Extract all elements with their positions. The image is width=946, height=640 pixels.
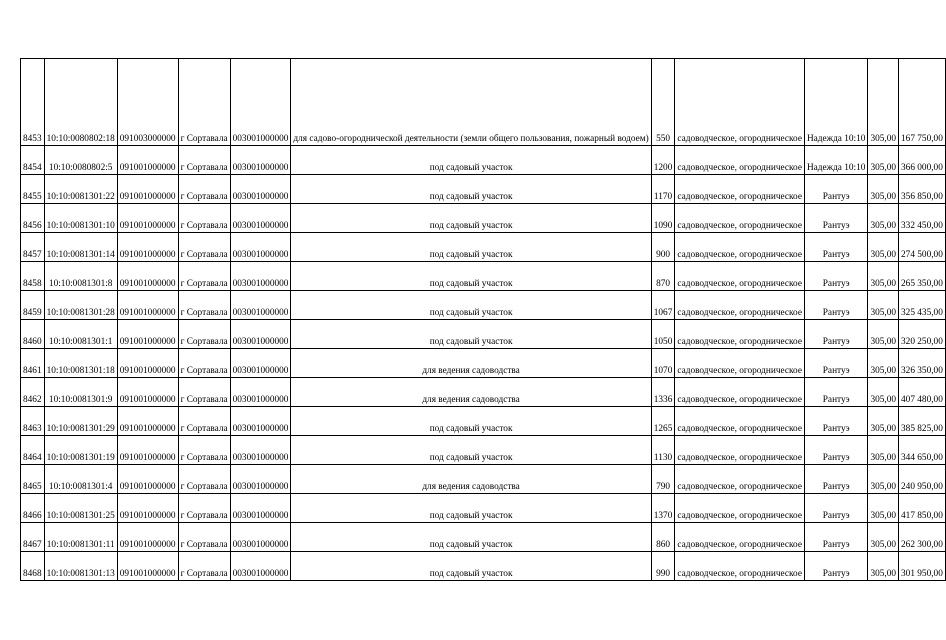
land-category-cell: садоводческое, огородническое	[675, 204, 805, 233]
land-category-cell: садоводческое, огородническое	[675, 146, 805, 175]
cadastral-value-cell: 167 750,00	[899, 59, 946, 146]
okato-code-cell: 003001000000	[230, 523, 291, 552]
land-category-cell: садоводческое, огородническое	[675, 436, 805, 465]
cadastral-value-cell: 265 350,00	[899, 262, 946, 291]
land-category-cell: садоводческое, огородническое	[675, 262, 805, 291]
specific-value-cell: 305,00	[868, 146, 899, 175]
land-category-cell: садоводческое, огородническое	[675, 175, 805, 204]
land-category-cell: садоводческое, огородническое	[675, 59, 805, 146]
cadastral-value-cell: 274 500,00	[899, 233, 946, 262]
row-number-cell: 8459	[21, 291, 45, 320]
partnership-cell: Рантуэ	[804, 320, 867, 349]
area-cell: 900	[651, 233, 675, 262]
row-number-cell: 8460	[21, 320, 45, 349]
cadastral-number-cell: 10:10:0081301:8	[44, 262, 117, 291]
oktmo-code-cell: 091001000000	[117, 436, 178, 465]
cadastral-number-cell: 10:10:0081301:9	[44, 378, 117, 407]
specific-value-cell: 305,00	[868, 523, 899, 552]
row-number-cell: 8466	[21, 494, 45, 523]
table-row	[21, 523, 946, 552]
table-row	[21, 233, 946, 262]
city-cell: г Сортавала	[178, 291, 230, 320]
specific-value-cell: 305,00	[868, 552, 899, 581]
partnership-cell: Рантуэ	[804, 262, 867, 291]
land-purpose-cell: под садовый участок	[291, 552, 651, 581]
specific-value-cell: 305,00	[868, 320, 899, 349]
area-cell: 1090	[651, 204, 675, 233]
cadastral-value-cell: 320 250,00	[899, 320, 946, 349]
row-number-cell: 8461	[21, 349, 45, 378]
land-category-cell: садоводческое, огородническое	[675, 494, 805, 523]
okato-code-cell: 003001000000	[230, 262, 291, 291]
row-number-cell: 8467	[21, 523, 45, 552]
cadastral-value-cell: 344 650,00	[899, 436, 946, 465]
city-cell: г Сортавала	[178, 146, 230, 175]
partnership-cell: Рантуэ	[804, 552, 867, 581]
land-category-cell: садоводческое, огородническое	[675, 523, 805, 552]
okato-code-cell: 003001000000	[230, 494, 291, 523]
row-number-cell: 8455	[21, 175, 45, 204]
table-row	[21, 291, 946, 320]
okato-code-cell: 003001000000	[230, 552, 291, 581]
city-cell: г Сортавала	[178, 523, 230, 552]
area-cell: 1070	[651, 349, 675, 378]
partnership-cell: Рантуэ	[804, 233, 867, 262]
area-cell: 1067	[651, 291, 675, 320]
partnership-cell: Рантуэ	[804, 175, 867, 204]
table-row	[21, 175, 946, 204]
row-number-cell: 8468	[21, 552, 45, 581]
land-purpose-cell: под садовый участок	[291, 262, 651, 291]
row-number-cell: 8454	[21, 146, 45, 175]
cadastral-number-cell: 10:10:0080802:5	[44, 146, 117, 175]
cadastral-number-cell: 10:10:0081301:10	[44, 204, 117, 233]
cadastral-value-table	[20, 58, 946, 581]
okato-code-cell: 003001000000	[230, 378, 291, 407]
cadastral-number-cell: 10:10:0081301:18	[44, 349, 117, 378]
partnership-cell: Рантуэ	[804, 204, 867, 233]
table-row	[21, 146, 946, 175]
row-number-cell: 8456	[21, 204, 45, 233]
cadastral-number-cell: 10:10:0081301:29	[44, 407, 117, 436]
specific-value-cell: 305,00	[868, 378, 899, 407]
cadastral-number-cell: 10:10:0081301:25	[44, 494, 117, 523]
okato-code-cell: 003001000000	[230, 407, 291, 436]
land-purpose-cell: под садовый участок	[291, 291, 651, 320]
row-number-cell: 8464	[21, 436, 45, 465]
table-row	[21, 465, 946, 494]
row-number-cell: 8463	[21, 407, 45, 436]
table-row	[21, 436, 946, 465]
oktmo-code-cell: 091001000000	[117, 262, 178, 291]
okato-code-cell: 003001000000	[230, 465, 291, 494]
oktmo-code-cell: 091001000000	[117, 523, 178, 552]
specific-value-cell: 305,00	[868, 175, 899, 204]
oktmo-code-cell: 091001000000	[117, 175, 178, 204]
land-purpose-cell: под садовый участок	[291, 204, 651, 233]
table-row	[21, 59, 946, 146]
partnership-cell: Рантуэ	[804, 378, 867, 407]
cadastral-number-cell: 10:10:0081301:1	[44, 320, 117, 349]
land-purpose-cell: под садовый участок	[291, 523, 651, 552]
oktmo-code-cell: 091001000000	[117, 465, 178, 494]
cadastral-value-cell: 325 435,00	[899, 291, 946, 320]
cadastral-number-cell: 10:10:0081301:19	[44, 436, 117, 465]
city-cell: г Сортавала	[178, 378, 230, 407]
partnership-cell: Рантуэ	[804, 523, 867, 552]
row-number-cell: 8465	[21, 465, 45, 494]
city-cell: г Сортавала	[178, 175, 230, 204]
city-cell: г Сортавала	[178, 204, 230, 233]
partnership-cell: Рантуэ	[804, 436, 867, 465]
specific-value-cell: 305,00	[868, 233, 899, 262]
land-purpose-cell: под садовый участок	[291, 320, 651, 349]
specific-value-cell: 305,00	[868, 262, 899, 291]
partnership-cell: Рантуэ	[804, 407, 867, 436]
table-body	[21, 59, 946, 581]
okato-code-cell: 003001000000	[230, 291, 291, 320]
land-purpose-cell: под садовый участок	[291, 233, 651, 262]
land-purpose-cell: под садовый участок	[291, 494, 651, 523]
city-cell: г Сортавала	[178, 233, 230, 262]
cadastral-value-cell: 262 300,00	[899, 523, 946, 552]
cadastral-value-cell: 301 950,00	[899, 552, 946, 581]
specific-value-cell: 305,00	[868, 436, 899, 465]
land-purpose-cell: под садовый участок	[291, 146, 651, 175]
land-category-cell: садоводческое, огородническое	[675, 291, 805, 320]
cadastral-number-cell: 10:10:0081301:4	[44, 465, 117, 494]
table-row	[21, 407, 946, 436]
row-number-cell: 8462	[21, 378, 45, 407]
land-purpose-cell: для ведения садоводства	[291, 378, 651, 407]
city-cell: г Сортавала	[178, 262, 230, 291]
cadastral-value-cell: 332 450,00	[899, 204, 946, 233]
city-cell: г Сортавала	[178, 407, 230, 436]
cadastral-number-cell: 10:10:0080802:18	[44, 59, 117, 146]
land-purpose-cell: для садово-огороднической деятельности (земли общего пользования, пожарный водоем)	[291, 59, 651, 146]
partnership-cell: Рантуэ	[804, 494, 867, 523]
cadastral-value-cell: 407 480,00	[899, 378, 946, 407]
row-number-cell: 8457	[21, 233, 45, 262]
partnership-cell: Рантуэ	[804, 291, 867, 320]
oktmo-code-cell: 091001000000	[117, 320, 178, 349]
specific-value-cell: 305,00	[868, 494, 899, 523]
oktmo-code-cell: 091001000000	[117, 494, 178, 523]
okato-code-cell: 003001000000	[230, 175, 291, 204]
area-cell: 870	[651, 262, 675, 291]
oktmo-code-cell: 091003000000	[117, 59, 178, 146]
partnership-cell: Надежда 10:10	[804, 146, 867, 175]
okato-code-cell: 003001000000	[230, 320, 291, 349]
specific-value-cell: 305,00	[868, 291, 899, 320]
partnership-cell: Рантуэ	[804, 349, 867, 378]
oktmo-code-cell: 091001000000	[117, 291, 178, 320]
area-cell: 1200	[651, 146, 675, 175]
land-category-cell: садоводческое, огородническое	[675, 320, 805, 349]
area-cell: 990	[651, 552, 675, 581]
table-row	[21, 262, 946, 291]
city-cell: г Сортавала	[178, 320, 230, 349]
row-number-cell: 8453	[21, 59, 45, 146]
area-cell: 1170	[651, 175, 675, 204]
specific-value-cell: 305,00	[868, 204, 899, 233]
cadastral-number-cell: 10:10:0081301:13	[44, 552, 117, 581]
cadastral-value-cell: 326 350,00	[899, 349, 946, 378]
city-cell: г Сортавала	[178, 494, 230, 523]
land-purpose-cell: для ведения садоводства	[291, 465, 651, 494]
area-cell: 790	[651, 465, 675, 494]
land-purpose-cell: для ведения садоводства	[291, 349, 651, 378]
city-cell: г Сортавала	[178, 552, 230, 581]
cadastral-number-cell: 10:10:0081301:14	[44, 233, 117, 262]
land-category-cell: садоводческое, огородническое	[675, 465, 805, 494]
land-purpose-cell: под садовый участок	[291, 175, 651, 204]
land-purpose-cell: под садовый участок	[291, 436, 651, 465]
partnership-cell: Рантуэ	[804, 465, 867, 494]
table-row	[21, 552, 946, 581]
area-cell: 860	[651, 523, 675, 552]
specific-value-cell: 305,00	[868, 59, 899, 146]
oktmo-code-cell: 091001000000	[117, 204, 178, 233]
okato-code-cell: 003001000000	[230, 59, 291, 146]
land-purpose-cell: под садовый участок	[291, 407, 651, 436]
land-category-cell: садоводческое, огородническое	[675, 407, 805, 436]
table-row	[21, 320, 946, 349]
okato-code-cell: 003001000000	[230, 233, 291, 262]
specific-value-cell: 305,00	[868, 465, 899, 494]
city-cell: г Сортавала	[178, 436, 230, 465]
land-category-cell: садоводческое, огородническое	[675, 349, 805, 378]
okato-code-cell: 003001000000	[230, 204, 291, 233]
oktmo-code-cell: 091001000000	[117, 349, 178, 378]
city-cell: г Сортавала	[178, 465, 230, 494]
cadastral-value-cell: 385 825,00	[899, 407, 946, 436]
row-number-cell: 8458	[21, 262, 45, 291]
land-category-cell: садоводческое, огородническое	[675, 552, 805, 581]
okato-code-cell: 003001000000	[230, 436, 291, 465]
cadastral-value-cell: 366 000,00	[899, 146, 946, 175]
table-row	[21, 378, 946, 407]
table-row	[21, 204, 946, 233]
specific-value-cell: 305,00	[868, 407, 899, 436]
cadastral-number-cell: 10:10:0081301:28	[44, 291, 117, 320]
oktmo-code-cell: 091001000000	[117, 146, 178, 175]
area-cell: 1370	[651, 494, 675, 523]
partnership-cell: Надежда 10:10	[804, 59, 867, 146]
land-category-cell: садоводческое, огородническое	[675, 233, 805, 262]
cadastral-value-cell: 240 950,00	[899, 465, 946, 494]
okato-code-cell: 003001000000	[230, 146, 291, 175]
table-row	[21, 349, 946, 378]
area-cell: 1050	[651, 320, 675, 349]
cadastral-value-cell: 356 850,00	[899, 175, 946, 204]
cadastral-number-cell: 10:10:0081301:11	[44, 523, 117, 552]
specific-value-cell: 305,00	[868, 349, 899, 378]
city-cell: г Сортавала	[178, 59, 230, 146]
oktmo-code-cell: 091001000000	[117, 552, 178, 581]
table-row	[21, 494, 946, 523]
area-cell: 1336	[651, 378, 675, 407]
cadastral-number-cell: 10:10:0081301:22	[44, 175, 117, 204]
oktmo-code-cell: 091001000000	[117, 378, 178, 407]
okato-code-cell: 003001000000	[230, 349, 291, 378]
area-cell: 550	[651, 59, 675, 146]
land-category-cell: садоводческое, огородническое	[675, 378, 805, 407]
oktmo-code-cell: 091001000000	[117, 233, 178, 262]
cadastral-value-cell: 417 850,00	[899, 494, 946, 523]
oktmo-code-cell: 091001000000	[117, 407, 178, 436]
area-cell: 1130	[651, 436, 675, 465]
area-cell: 1265	[651, 407, 675, 436]
city-cell: г Сортавала	[178, 349, 230, 378]
